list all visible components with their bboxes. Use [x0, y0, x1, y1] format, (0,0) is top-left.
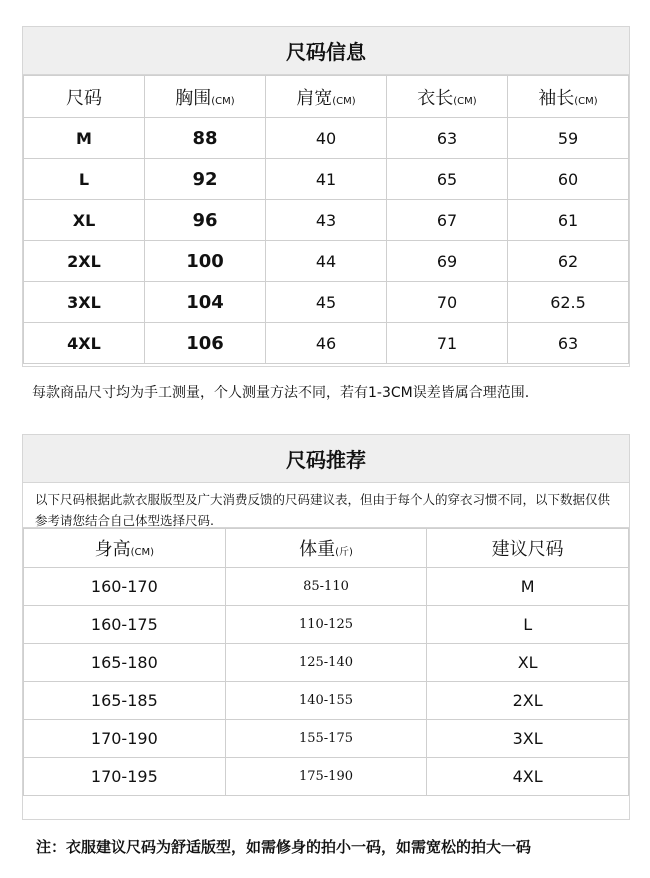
header-length: 衣长(CM): [387, 76, 508, 118]
header-shoulder: 肩宽(CM): [266, 76, 387, 118]
table-row: [24, 568, 629, 606]
table-row: [24, 241, 629, 282]
header-chest: 胸围(CM): [145, 76, 266, 118]
cell-shoulder: 46: [266, 323, 387, 364]
cell-length: 67: [387, 200, 508, 241]
cell-sleeve: 62: [508, 241, 629, 282]
cell-size: 4XL: [24, 323, 145, 364]
cell-recommended-size: 2XL: [427, 682, 629, 720]
table-row: [24, 606, 629, 644]
cell-sleeve: 63: [508, 323, 629, 364]
cell-sleeve: 60: [508, 159, 629, 200]
cell-weight: 85-110: [225, 568, 427, 606]
cell-size: M: [24, 118, 145, 159]
cell-shoulder: 41: [266, 159, 387, 200]
cell-size: 3XL: [24, 282, 145, 323]
cell-recommended-size: XL: [427, 644, 629, 682]
fit-advice-note: 注：衣服建议尺码为舒适版型，如需修身的拍小一码，如需宽松的拍大一码: [36, 838, 532, 856]
table-row: [24, 282, 629, 323]
cell-length: 71: [387, 323, 508, 364]
size-info-header-row: [24, 76, 629, 118]
cell-height: 160-170: [24, 568, 226, 606]
cell-chest: 88: [145, 118, 266, 159]
table-row: [24, 118, 629, 159]
cell-recommended-size: 3XL: [427, 720, 629, 758]
cell-length: 65: [387, 159, 508, 200]
cell-height: 165-185: [24, 682, 226, 720]
size-info-title: 尺码信息: [23, 27, 629, 75]
table-row: [24, 682, 629, 720]
cell-chest: 92: [145, 159, 266, 200]
table-row: [24, 720, 629, 758]
size-recommend-title: 尺码推荐: [23, 435, 629, 483]
cell-recommended-size: L: [427, 606, 629, 644]
header-recommended-size: 建议尺码: [427, 529, 629, 568]
cell-shoulder: 40: [266, 118, 387, 159]
cell-chest: 96: [145, 200, 266, 241]
size-info-table: [23, 75, 629, 364]
size-info-panel: [22, 26, 630, 367]
recommend-description: 以下尺码根据此款衣服版型及广大消费反馈的尺码建议表，但由于每个人的穿衣习惯不同，以下数据仅供参考请您结合自己体型选择尺码.: [23, 483, 629, 528]
cell-shoulder: 43: [266, 200, 387, 241]
header-height: 身高(CM): [24, 529, 226, 568]
cell-sleeve: 61: [508, 200, 629, 241]
cell-size: 2XL: [24, 241, 145, 282]
cell-weight: 175-190: [225, 758, 427, 796]
cell-size: XL: [24, 200, 145, 241]
cell-shoulder: 45: [266, 282, 387, 323]
cell-chest: 106: [145, 323, 266, 364]
cell-shoulder: 44: [266, 241, 387, 282]
cell-height: 165-180: [24, 644, 226, 682]
cell-chest: 100: [145, 241, 266, 282]
cell-weight: 140-155: [225, 682, 427, 720]
header-size: 尺码: [24, 76, 145, 118]
cell-recommended-size: 4XL: [427, 758, 629, 796]
size-recommend-table: [23, 528, 629, 796]
cell-sleeve: 59: [508, 118, 629, 159]
size-recommend-panel: [22, 434, 630, 820]
cell-chest: 104: [145, 282, 266, 323]
cell-weight: 155-175: [225, 720, 427, 758]
table-row: [24, 323, 629, 364]
cell-length: 70: [387, 282, 508, 323]
cell-recommended-size: M: [427, 568, 629, 606]
table-row: [24, 159, 629, 200]
cell-sleeve: 62.5: [508, 282, 629, 323]
recommend-header-row: [24, 529, 629, 568]
cell-size: L: [24, 159, 145, 200]
cell-height: 160-175: [24, 606, 226, 644]
measurement-note: 每款商品尺寸均为手工测量，个人测量方法不同，若有1-3CM误差皆属合理范围.: [32, 385, 530, 401]
table-row: [24, 644, 629, 682]
table-row: [24, 200, 629, 241]
header-sleeve: 袖长(CM): [508, 76, 629, 118]
header-weight: 体重(斤): [225, 529, 427, 568]
cell-height: 170-190: [24, 720, 226, 758]
cell-length: 63: [387, 118, 508, 159]
table-row: [24, 758, 629, 796]
cell-weight: 125-140: [225, 644, 427, 682]
cell-height: 170-195: [24, 758, 226, 796]
cell-length: 69: [387, 241, 508, 282]
cell-weight: 110-125: [225, 606, 427, 644]
